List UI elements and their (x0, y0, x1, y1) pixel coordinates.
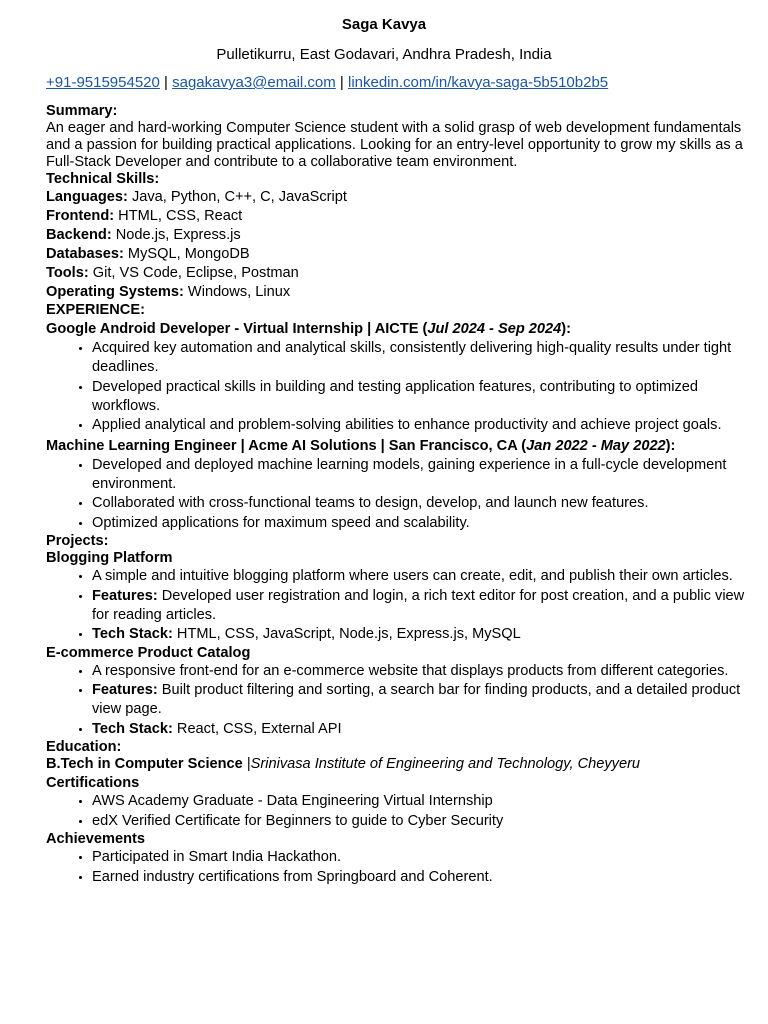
job-bullets (46, 456, 754, 533)
job-title: Google Android Developer - Virtual Internship | AICTE (Jul 2024 - Sep 2024): (46, 321, 571, 337)
contact-line (46, 74, 608, 91)
skills-heading: Technical Skills: (46, 171, 160, 187)
project-bullets (46, 567, 754, 644)
list-item: • A responsive front-end for an e-commerce website that displays products from different categories. (92, 662, 754, 681)
list-item: • Collaborated with cross-functional teams to design, develop, and launch new features. (92, 494, 754, 513)
skill-row (46, 283, 754, 302)
list-item: • Developed and deployed machine learning models, gaining experience in a full-cycle development environment. (92, 456, 754, 494)
project-title: E-commerce Product Catalog (46, 644, 251, 661)
linkedin-link[interactable]: linkedin.com/in/kavya-saga-5b510b2b5 (347, 74, 609, 91)
phone-link[interactable]: +91-9515954520 (46, 74, 160, 91)
skill-value: MySQL, MongoDB (123, 246, 250, 262)
list-item: • Features: Built product filtering and sorting, a search bar for finding products, and a detailed product view page. (92, 681, 754, 719)
education-heading: Education: (46, 739, 122, 755)
skill-label: Databases: (46, 246, 124, 262)
skill-label: Frontend: (46, 208, 115, 224)
skill-value: Node.js, Express.js (111, 227, 241, 243)
projects-heading: Projects: (46, 533, 109, 549)
skill-row (46, 188, 754, 207)
skill-label: Languages: (46, 189, 128, 205)
list-item: • Earned industry certifications from Springboard and Coherent. (92, 868, 754, 887)
skill-label: Backend: (46, 227, 112, 243)
skill-row (46, 264, 754, 283)
certifications-list (46, 792, 754, 831)
list-item: • Optimized applications for maximum speed and scalability. (92, 514, 754, 533)
list-item: • Acquired key automation and analytical skills, consistently delivering high-quality results under tight deadlines. (92, 339, 754, 377)
job-dates: Jan 2022 - May 2022 (526, 437, 666, 454)
skill-row (46, 245, 754, 264)
skill-label: Operating Systems: (46, 284, 184, 300)
list-item: • A simple and intuitive blogging platform where users can create, edit, and publish their own articles. (92, 567, 754, 586)
skill-value: HTML, CSS, React (114, 208, 243, 224)
job-dates: Jul 2024 - Sep 2024 (427, 321, 562, 337)
summary-text: An eager and hard-working Computer Science student with a solid grasp of web development fundamentals and a passion for building practical applications. Looking for an entry-level opportunity to grow my skills as a Full-Stack Developer and contribute to a collaborative team environment. (46, 120, 743, 170)
list-item: • Developed practical skills in building and testing application features, contributing to optimized workflows. (92, 378, 754, 416)
skill-value: Windows, Linux (183, 284, 291, 300)
skill-row (46, 207, 754, 226)
education-institution: Srinivasa Institute of Engineering and Technology, Cheyyeru (250, 756, 641, 772)
skill-row (46, 226, 754, 245)
skill-value: Git, VS Code, Eclipse, Postman (88, 265, 299, 281)
experience-heading: EXPERIENCE: (46, 302, 145, 318)
job-bullets (46, 339, 754, 435)
education-entry: B.Tech in Computer Science |Srinivasa Institute of Engineering and Technology, Cheyyeru (46, 756, 641, 772)
contact-separator: | (159, 74, 173, 91)
list-item: • Tech Stack: HTML, CSS, JavaScript, Node.js, Express.js, MySQL (92, 625, 754, 644)
candidate-name: Saga Kavya (341, 16, 427, 33)
project-title: Blogging Platform (46, 550, 173, 566)
achievements-heading: Achievements (46, 831, 145, 847)
skill-value: Java, Python, C++, C, JavaScript (127, 189, 347, 205)
summary-heading: Summary: (46, 103, 118, 119)
skill-label: Tools: (46, 265, 89, 281)
list-item: • Features: Developed user registration and login, a rich text editor for post creation, and a public view for reading articles. (92, 587, 754, 625)
list-item: • AWS Academy Graduate - Data Engineering Virtual Internship (92, 792, 754, 811)
achievements-list (46, 848, 754, 887)
email-link[interactable]: sagakavya3@email.com (172, 74, 336, 91)
project-bullets (46, 662, 754, 739)
job-title: Machine Learning Engineer | Acme AI Solutions | San Francisco, CA (Jan 2022 - May 2022): (46, 437, 676, 454)
resume-content (46, 103, 754, 887)
certifications-heading: Certifications (46, 775, 140, 791)
list-item: • edX Verified Certificate for Beginners to guide to Cyber Security (92, 812, 754, 831)
contact-separator: | (335, 74, 348, 91)
candidate-address: Pulletikurru, East Godavari, Andhra Pradesh, India (216, 46, 552, 63)
list-item: • Participated in Smart India Hackathon. (92, 848, 754, 867)
list-item: • Applied analytical and problem-solving abilities to enhance productivity and achieve project goals. (92, 416, 754, 435)
list-item: • Tech Stack: React, CSS, External API (92, 720, 754, 739)
